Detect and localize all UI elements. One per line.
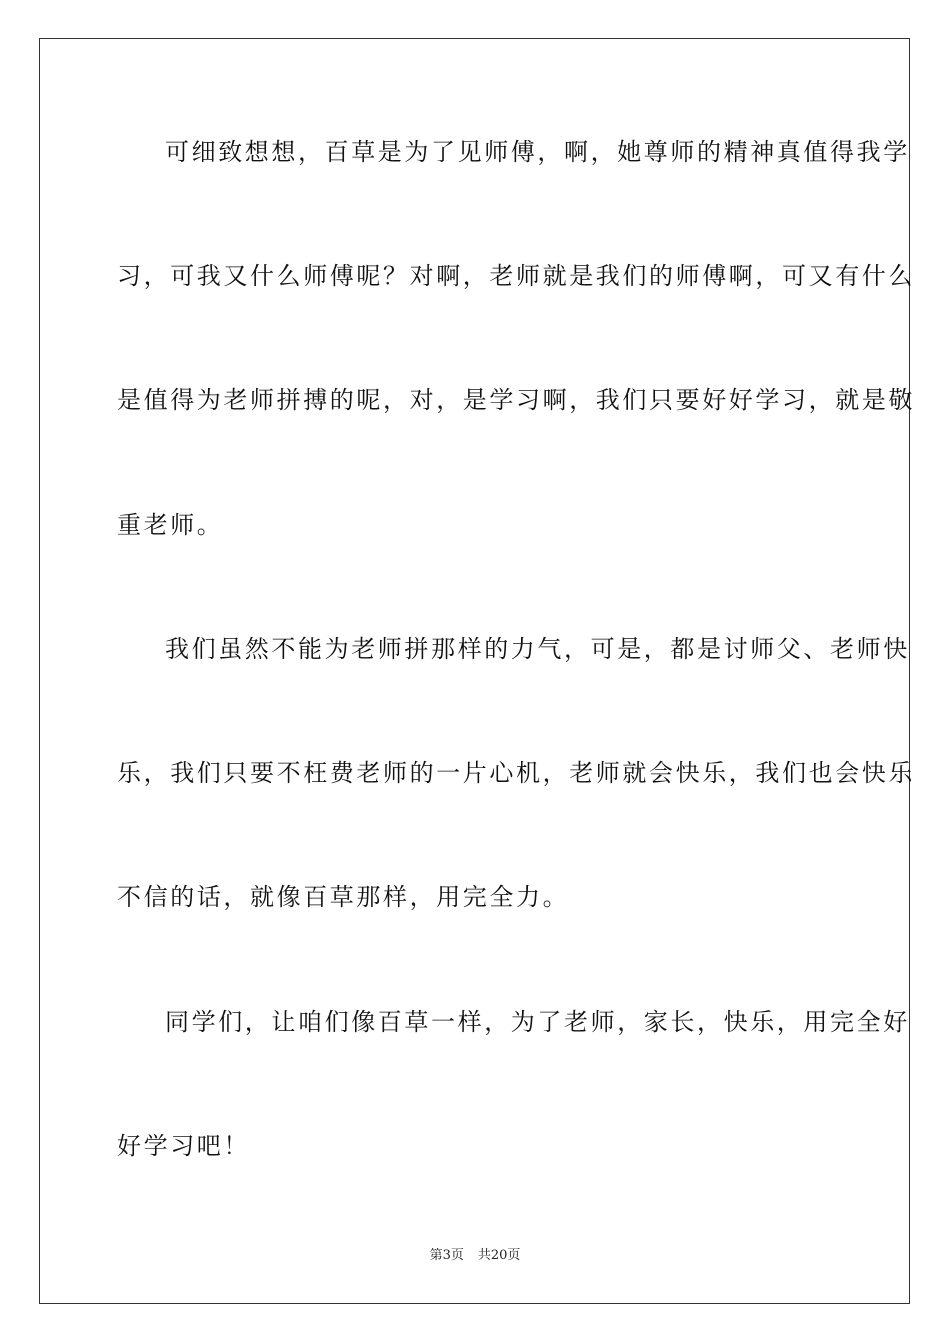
page-footer bbox=[0, 1248, 950, 1264]
paragraph-line: 好学习吧！ bbox=[117, 1132, 250, 1160]
page-number: 第3页 bbox=[429, 1248, 464, 1263]
paragraph-line: 是值得为老师拼搏的呢，对，是学习啊，我们只要好好学习，就是敬 bbox=[117, 386, 915, 414]
paragraph-line: 同学们，让咱们像百草一样，为了老师，家长，快乐，用完全好 bbox=[165, 1008, 910, 1036]
paragraph-line: 不信的话，就像百草那样，用完全力。 bbox=[117, 883, 570, 911]
page-border bbox=[39, 38, 915, 1304]
paragraph-line: 重老师。 bbox=[117, 511, 224, 539]
paragraph-line: 我们虽然不能为老师拼那样的力气，可是，都是讨师父、老师快 bbox=[165, 635, 910, 663]
paragraph-line: 习，可我又什么师傅呢？对啊，老师就是我们的师傅啊，可又有什么 bbox=[117, 262, 915, 290]
paragraph-line: 可细致想想，百草是为了见师傅，啊，她尊师的精神真值得我学 bbox=[165, 138, 910, 166]
paragraph-line: 乐，我们只要不枉费老师的一片心机，老师就会快乐，我们也会快乐 bbox=[117, 759, 915, 787]
page-total: 共20页 bbox=[477, 1248, 521, 1263]
